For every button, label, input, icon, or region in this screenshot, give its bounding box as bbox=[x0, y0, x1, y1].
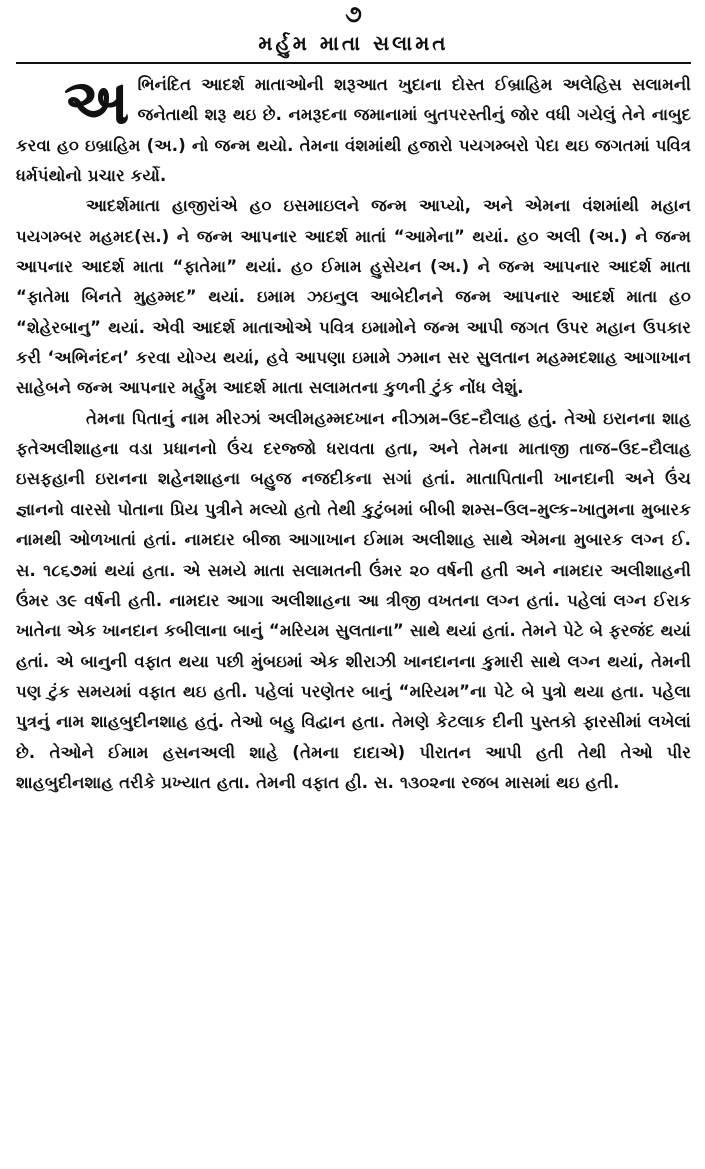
paragraph-1-text: ભિનંદિત આદર્શ માતાઓની શરૂઆત ખુદાના દોસ્ત ઈબ્રાહિમ અલેહિસ સલામની જનેતાથી શરૂ થઇ છે. નમરૂદના જમાનામાં બુતપરસ્તીનું જોર વધી ગયેલું તેને નાબુદ કરવા હ૦ ઇબ્રાહિમ (અ.) નો જન્મ થયો. તેમના વંશમાંથી હજારો પયગમ્બરો પેદા થઇ જગતમાં પવિત્ર ધર્મપંથોનો પ્રચાર કર્યો. bbox=[16, 75, 691, 186]
paragraph-1 bbox=[16, 65, 691, 191]
paragraph-2: આદર્શમાતા હાજીરાંએ હ૦ ઇસમાઇલને જન્મ આપ્યો, અને એમના વંશમાંથી મહાન પયગમ્બર મહમદ(સ.) ને જન્મ આપનાર આદર્શ માતાં “આમેના” થયાં. હ૦ અલી (અ.) ને જન્મ આપનાર આદર્શ માતા “ફાતેમા” થયાં. હ૦ ઈમામ હુસેયન (અ.) ને જન્મ આપનાર આદર્શ માતા “ફાતેમા બિનતે મુહમ્મદ” થયાં. ઇમામ ઝઇનુલ આબેદીનને જન્મ આપનાર આદર્શ માતા હ૦ “શેહેરબાનુ” થયાં. એવી આદર્શ માતાઓએ પવિત્ર ઇમામોને જન્મ આપી જગત ઉપર મહાન ઉપકાર કરી ‘અભિનંદન’ કરવા યોગ્ય થયાં, હવે આપણા ઇમામે ઝમાન સર સુલતાન મહમ્મદશાહ આગાખાન સાહેબને જન્મ આપનાર મર્હુમ આદર્શ માતા સલામતના કુળની ટુંક નોંધ લેશું. bbox=[16, 196, 691, 398]
page-number: ૭ bbox=[345, 0, 362, 28]
body-text bbox=[16, 65, 691, 798]
title-divider bbox=[16, 62, 691, 64]
page-title: મર્હુમ માતા સલામત bbox=[258, 31, 449, 55]
paragraph-3: તેમના પિતાનું નામ મીરઝાં અલીમહમ્મદખાન નીઝામ–ઉદ–દૌલાહ હતું. તેઓ ઇરાનના શાહ ફતેઅલીશાહના વડા પ્રધાનનો ઉંચ દરજ્જો ધરાવતા હતા, અને તેમના માતાજી તાજ–ઉદ–દૌલાહ ઇસફહાની ઇરાનના શહેનશાહના બહુજ નજદીકના સગાં હતાં. માતાપિતાની ખાનદાની અને ઉંચ જ્ઞાનનો વારસો પોતાના પ્રિય પુત્રીને મલ્યો હતો તેથી કુટુંબમાં બીબી શમ્સ–ઉલ–મુલ્ક–ખાતુમના મુબારક નામથી ઓળખાતાં હતાં. નામદાર બીજા આગાખાન ઈમામ અલીશાહ સાથે એમના મુબારક લગ્ન ઈ. સ. ૧૮૬૭માં થયાં હતા. એ સમયે માતા સલામતની ઉંમર ૨૦ વર્ષની હતી અને નામદાર અલીશાહની ઉંમર ૩૯ વર્ષની હતી. નામદાર આગા અલીશાહના આ ત્રીજી વખતના લગ્ન હતાં. પહેલાં લગ્ન ઈરાક ખાતેના એક ખાનદાન કબીલાના બાનું “મરિયમ સુલતાના” સાથે થયાં હતાં. તેમને પેટે બે ફરજંદ થયાં હતાં. એ બાનુની વફાત થયા પછી મુંબઇમાં એક શીરાઝી ખાનદાનના કુમારી સાથે લગ્ન થયાં, તેમની પણ ટુંક સમયમાં વફાત થઇ હતી. પહેલાં પરણેતર બાનું “મરિયમ”ના પેટે બે પુત્રો થયા હતા. પહેલા પુત્રનું નામ શાહબુદીનશાહ હતું. તેઓ બહુ વિદ્વાન હતા. તેમણે કેટલાક દીની પુસ્તકો ફારસીમાં લખેલાં છે. તેઓને ઈમામ હસનઅલી શાહે (તેમના દાદાએ) પીરાતન આપી હતી તેથી તેઓ પીર શાહબુદીનશાહ તરીકે પ્રખ્યાત હતા. તેમની વફાત હી. સ. ૧૩૦૨ના રજબ માસમાં થઇ હતી. bbox=[16, 408, 691, 792]
drop-cap: અ bbox=[64, 65, 130, 138]
